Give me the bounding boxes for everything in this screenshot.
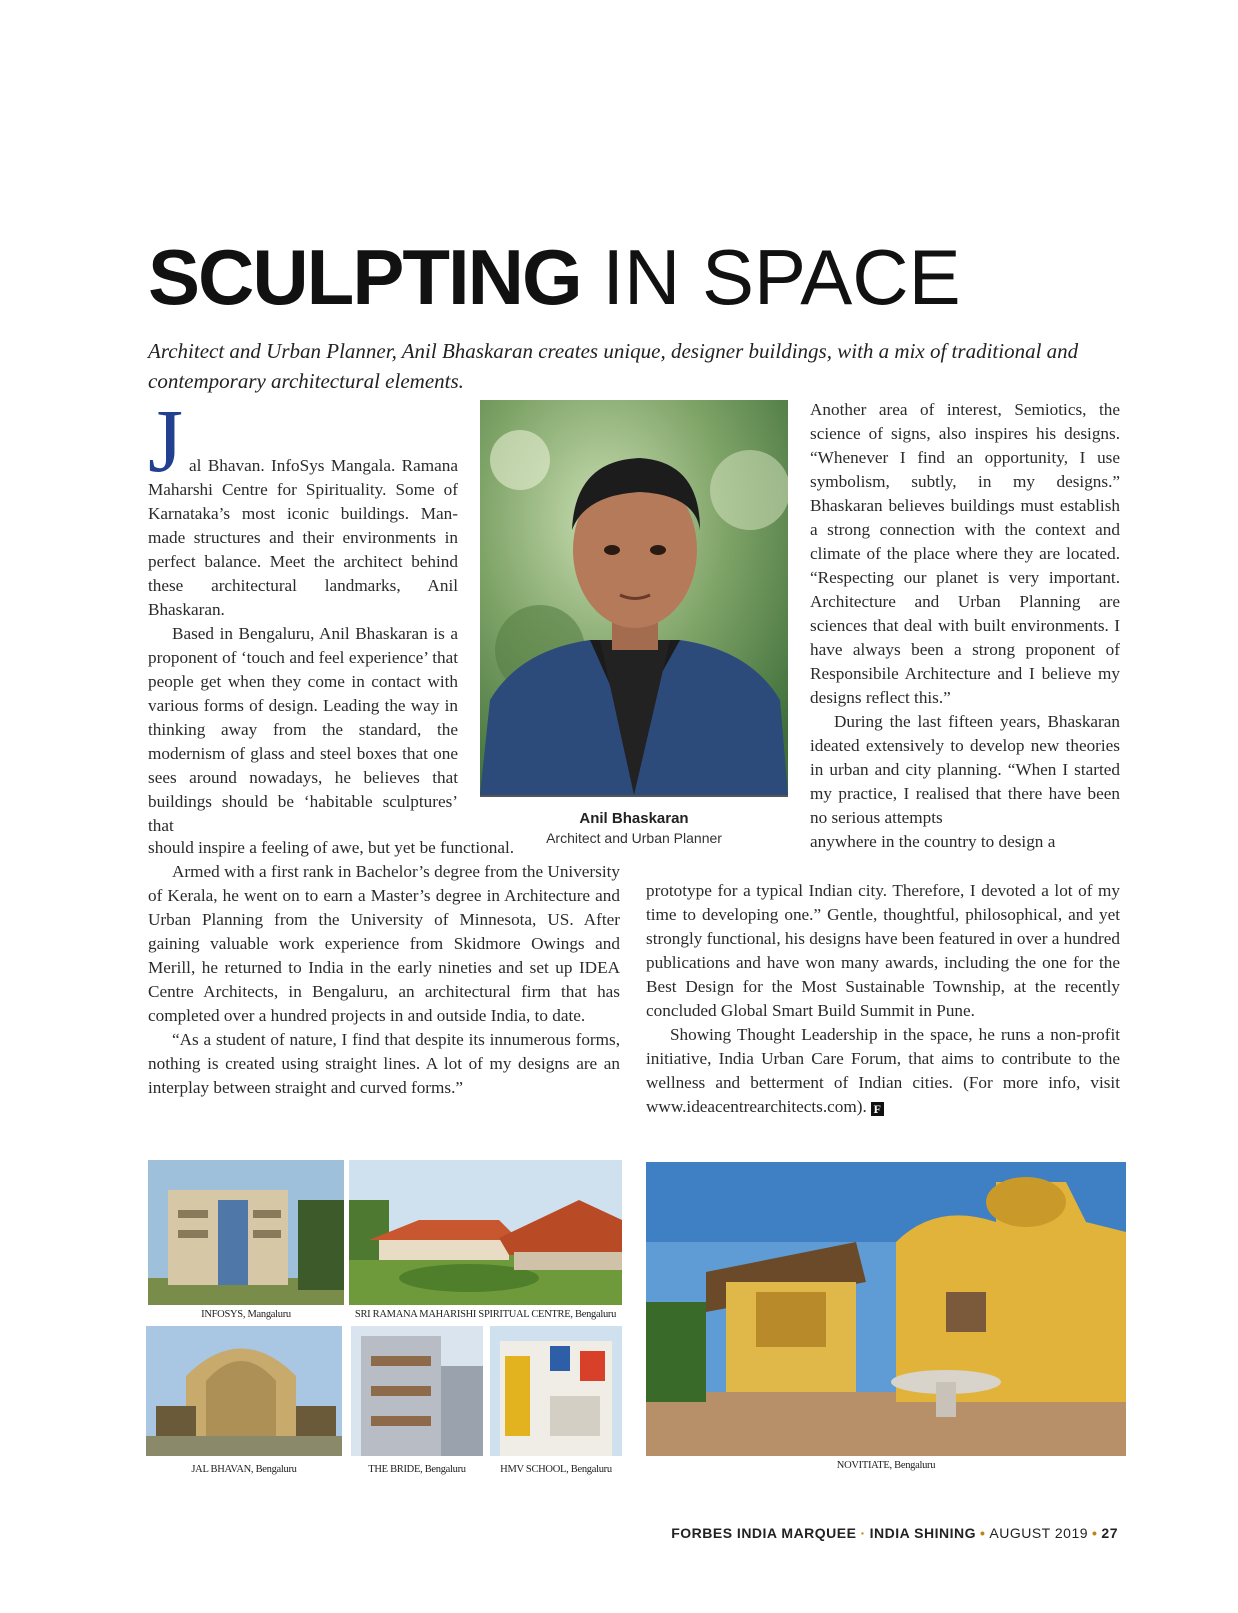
caption-the-bride: THE BRIDE, Bengaluru (368, 1464, 466, 1475)
article-paragraph-7 (646, 1023, 1120, 1119)
portrait-photo (480, 400, 788, 797)
photo-sri-ramana (349, 1160, 622, 1305)
caption-novitiate: NOVITIATE, Bengaluru (836, 1460, 936, 1471)
title-light: IN SPACE (580, 233, 961, 321)
photo-hmv-school (490, 1326, 622, 1456)
article-paragraph-2: Based in Bengaluru, Anil Bhaskaran is a proponent of ‘touch and feel experience’ that people get when they come in contact with various forms of design. Leading the way in thinking away from the standard, the modernism of glass and steel boxes that one sees around nowadays, he believes that buildings should be ‘habitable sculptures’ that (148, 624, 458, 835)
article-paragraph-2-end: should inspire a feeling of awe, but yet be functional. (148, 838, 515, 857)
caption-infosys: INFOSYS, Mangaluru (201, 1309, 291, 1320)
footer-publication: FORBES INDIA MARQUEE (671, 1525, 857, 1541)
drop-cap: J (148, 392, 184, 491)
footer-separator: • (1092, 1525, 1098, 1541)
closing-text: Showing Thought Leadership in the space, he runs a non-profit initiative, India Urban Care Forum, that aims to contribute to the wellness and betterment of Indian cities. (For more info, visit www.ideacentrearchitects.com). (646, 1025, 1120, 1116)
footer-separator: • (979, 1525, 986, 1541)
forbes-end-mark-icon: F (871, 1102, 884, 1116)
footer-section: INDIA SHINING (869, 1525, 976, 1541)
photo-infosys (148, 1160, 344, 1305)
article-paragraph-6: During the last fifteen years, Bhaskaran ideated extensively to develop new theories in urban and city planning. “When I started my practice, I realised that there have been no serious attempts (810, 712, 1120, 827)
column2-top (810, 398, 1120, 854)
caption-jal-bhavan: JAL BHAVAN, Bengaluru (191, 1464, 297, 1475)
title-bold: SCULPTING (148, 233, 581, 321)
portrait-caption-name: Anil Bhaskaran (579, 810, 689, 827)
footer-date: AUGUST 2019 (989, 1525, 1089, 1541)
photo-the-bride (351, 1326, 483, 1456)
article-intro (148, 392, 458, 622)
portrait-image (480, 400, 788, 795)
intro-text: al Bhavan. InfoSys Mangala. Ramana Maharshi Centre for Spirituality. Some of Karnataka’s most iconic buildings. Man-made structures and their environments in perfect balance. Meet the architect behind these architectural landmarks, Anil Bhaskaran. (148, 456, 458, 619)
article-paragraph-5: Another area of interest, Semiotics, the science of signs, also inspires his designs. “Whenever I find an opportunity, I use symbolism, subtly, in my designs.” Bhaskaran believes buildings must establish a strong connection with the context and climate of the place where they are located. “Respecting our planet is very important. Architecture and Urban Planning are sciences that deal with built environments. I have always been a strong proponent of Responsibile Architecture and I believe my designs reflect this.” (810, 400, 1120, 707)
footer-separator: · (860, 1525, 866, 1541)
portrait-caption-role: Architect and Urban Planner (546, 830, 722, 846)
article-paragraph-3: Armed with a first rank in Bachelor’s degree from the University of Kerala, he went on to earn a Master’s degree in Architecture and Urban Planning from the University of Minnesota, US. After gaining valuable work experience from Skidmore Owings and Merill, he returned to India in the early nineties and set up IDEA Centre Architects, in Bengaluru, an architectural firm that has completed over a hundred projects in and outside India, to date. (148, 862, 620, 1025)
caption-hmv-school: HMV SCHOOL, Bengaluru (500, 1464, 612, 1475)
article-paragraph-6-end: anywhere in the country to design a (810, 832, 1056, 851)
column1-bottom (148, 836, 620, 1100)
page-footer (671, 1525, 1118, 1541)
column2-bottom (646, 879, 1120, 1119)
article-paragraph-4: “As a student of nature, I find that despite its innumerous forms, nothing is created using straight lines. A lot of my designs are an interplay between straight and curved forms.” (148, 1030, 620, 1097)
photo-novitiate (646, 1162, 1126, 1456)
photo-jal-bhavan (146, 1326, 342, 1456)
article-paragraph-6-cont: prototype for a typical Indian city. Therefore, I devoted a lot of my time to developing one.” Gentle, thoughtful, philosophical, and yet strongly functional, his designs have been featured in over a hundred publications and have won many awards, including the one for the Best Design for the Most Sustainable Township, at the recently concluded Global Smart Build Summit in Pune. (646, 881, 1120, 1020)
column1-top (148, 392, 458, 838)
page-title (148, 235, 961, 319)
caption-sri-ramana: SRI RAMANA MAHARISHI SPIRITUAL CENTRE, Bengaluru (354, 1309, 617, 1320)
page-number: 27 (1101, 1525, 1118, 1541)
subtitle: Architect and Urban Planner, Anil Bhaskaran creates unique, designer buildings, with a mix of traditional and contemporary architectural elements. (148, 339, 1079, 393)
